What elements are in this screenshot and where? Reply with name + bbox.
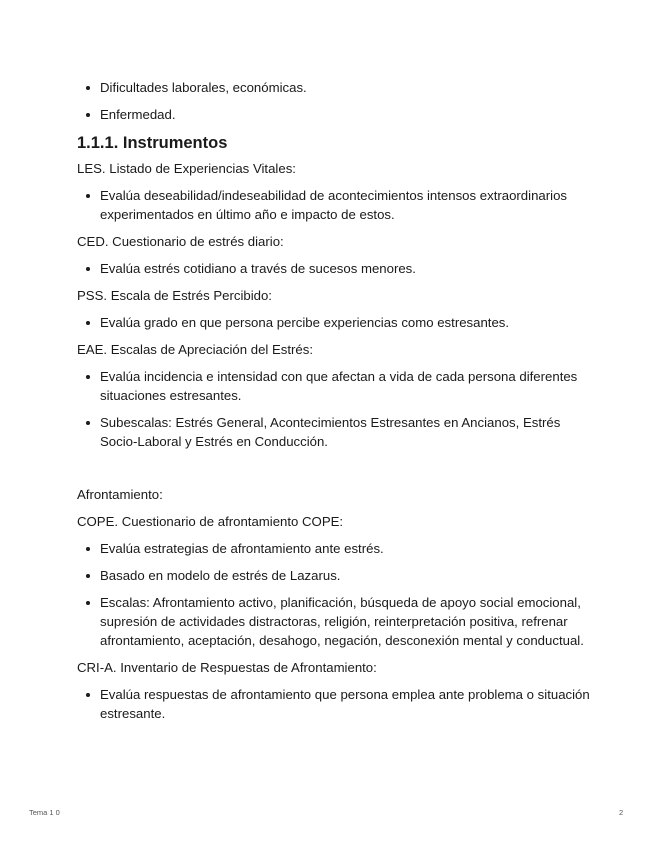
ced-label: CED. Cuestionario de estrés diario:: [77, 234, 284, 249]
list-item: Evalúa estrés cotidiano a través de sucesos menores.: [100, 259, 597, 278]
page-content: [77, 78, 597, 731]
footer-page-number: 2: [619, 808, 624, 817]
list-item: Subescalas: Estrés General, Acontecimientos Estresantes en Ancianos, Estrés Socio-Laboral y Estrés en Conducción.: [100, 413, 597, 451]
list-item: Evalúa grado en que persona percibe experiencias como estresantes.: [100, 313, 597, 332]
eae-label: EAE. Escalas de Apreciación del Estrés:: [77, 342, 314, 357]
list-item: Escalas: Afrontamiento activo, planificación, búsqueda de apoyo social emocional, supresión de actividades distractoras, religión, reinterpretación positiva, refrenar afrontamiento, aceptación, desahogo, negación, desconexión mental y conductual.: [100, 593, 597, 650]
list-item: Evalúa estrategias de afrontamiento ante estrés.: [100, 539, 597, 558]
cria-label: CRI-A. Inventario de Respuestas de Afrontamiento:: [77, 660, 377, 675]
list-item: Enfermedad.: [100, 105, 597, 124]
top-bullet-list: [77, 78, 597, 124]
list-item: Evalúa deseabilidad/indeseabilidad de acontecimientos intensos extraordinarios experimentados en último año e impacto de estos.: [100, 186, 597, 224]
pss-label: PSS. Escala de Estrés Percibido:: [77, 288, 272, 303]
list-item: Evalúa respuestas de afrontamiento que persona emplea ante problema o situación estresante.: [100, 685, 597, 723]
list-item: Evalúa incidencia e intensidad con que afectan a vida de cada persona diferentes situaciones estresantes.: [100, 367, 597, 405]
ced-list: [77, 259, 597, 278]
section-spacer: [77, 459, 597, 485]
cope-list: [77, 539, 597, 650]
les-label: LES. Listado de Experiencias Vitales:: [77, 161, 296, 176]
list-item: Basado en modelo de estrés de Lazarus.: [100, 566, 597, 585]
cope-label: COPE. Cuestionario de afrontamiento COPE:: [77, 514, 344, 529]
cria-list: [77, 685, 597, 723]
pss-list: [77, 313, 597, 332]
coping-title: Afrontamiento:: [77, 487, 163, 502]
les-list: [77, 186, 597, 224]
footer-chapter-label: Tema 1 0: [29, 808, 60, 817]
list-item: Dificultades laborales, económicas.: [100, 78, 597, 97]
eae-list: [77, 367, 597, 451]
section-heading: 1.1.1. Instrumentos: [77, 134, 228, 152]
